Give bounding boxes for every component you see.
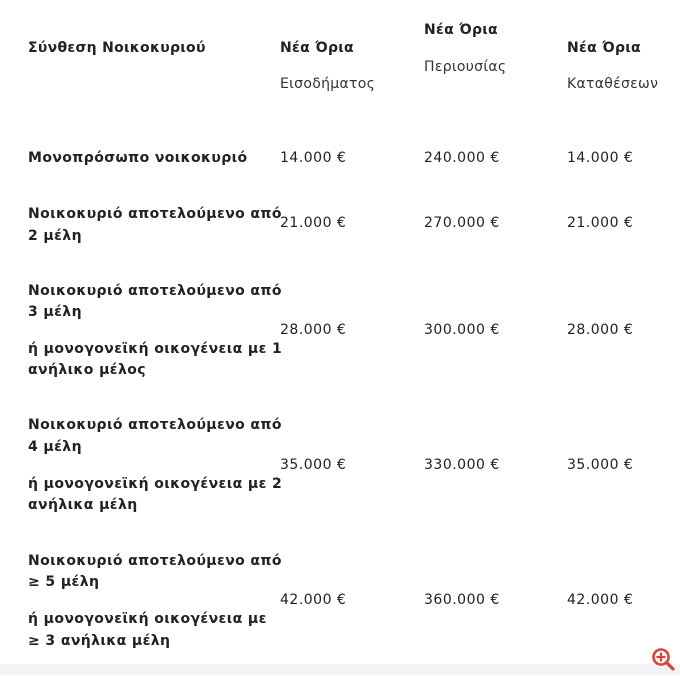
row-3-label-alt-line-2: ανήλικο μέλος: [28, 362, 146, 378]
header-deposits-title: Νέα Όρια: [567, 40, 641, 56]
row-3-label-line-2: 3 μέλη: [28, 304, 82, 320]
row-4-label-line-1: Νοικοκυριό αποτελούμενο από: [28, 417, 282, 433]
row-4-label-alt-line-1: ή μονογονεϊκή οικογένεια με 2: [28, 476, 283, 492]
header-income-title: Νέα Όρια: [280, 40, 354, 56]
row-1-assets: 240.000 €: [424, 150, 500, 166]
row-5-label-alt-line-2: ≥ 3 ανήλικα μέλη: [28, 633, 171, 649]
header-income-sub: Εισοδήματος: [280, 76, 376, 92]
row-3-assets: 300.000 €: [424, 322, 500, 338]
row-2-income: 21.000 €: [280, 215, 347, 231]
row-5-deposits: 42.000 €: [567, 592, 634, 608]
row-4-label-alt-line-2: ανήλικα μέλη: [28, 497, 138, 513]
row-3-income: 28.000 €: [280, 322, 347, 338]
row-4-assets: 330.000 €: [424, 457, 500, 473]
row-5-label-alt-line-1: ή μονογονεϊκή οικογένεια με: [28, 611, 267, 627]
row-5-income: 42.000 €: [280, 592, 347, 608]
row-5-assets: 360.000 €: [424, 592, 500, 608]
row-2-assets: 270.000 €: [424, 215, 500, 231]
row-3-label-line-1: Νοικοκυριό αποτελούμενο από: [28, 283, 282, 299]
zoom-in-icon: [650, 646, 676, 672]
header-assets-sub: Περιουσίας: [424, 59, 507, 75]
header-assets-title: Νέα Όρια: [424, 22, 498, 38]
row-4-deposits: 35.000 €: [567, 457, 634, 473]
header-deposits-sub: Καταθέσεων: [567, 76, 659, 92]
row-4-income: 35.000 €: [280, 457, 347, 473]
row-2-label-line-1: Νοικοκυριό αποτελούμενο από: [28, 206, 282, 222]
header-composition: Σύνθεση Νοικοκυριού: [28, 40, 206, 56]
row-2-label-line-2: 2 μέλη: [28, 228, 82, 244]
row-2-deposits: 21.000 €: [567, 215, 634, 231]
zoom-in-button[interactable]: [650, 646, 676, 672]
row-5-label-line-2: ≥ 5 μέλη: [28, 574, 100, 590]
bottom-strip: [0, 664, 680, 675]
row-1-deposits: 14.000 €: [567, 150, 634, 166]
row-3-deposits: 28.000 €: [567, 322, 634, 338]
row-4-label-line-2: 4 μέλη: [28, 439, 82, 455]
row-1-income: 14.000 €: [280, 150, 347, 166]
row-5-label-line-1: Νοικοκυριό αποτελούμενο από: [28, 553, 282, 569]
row-1-label: Μονοπρόσωπο νοικοκυριό: [28, 150, 248, 166]
row-3-label-alt-line-1: ή μονογονεϊκή οικογένεια με 1: [28, 341, 283, 357]
